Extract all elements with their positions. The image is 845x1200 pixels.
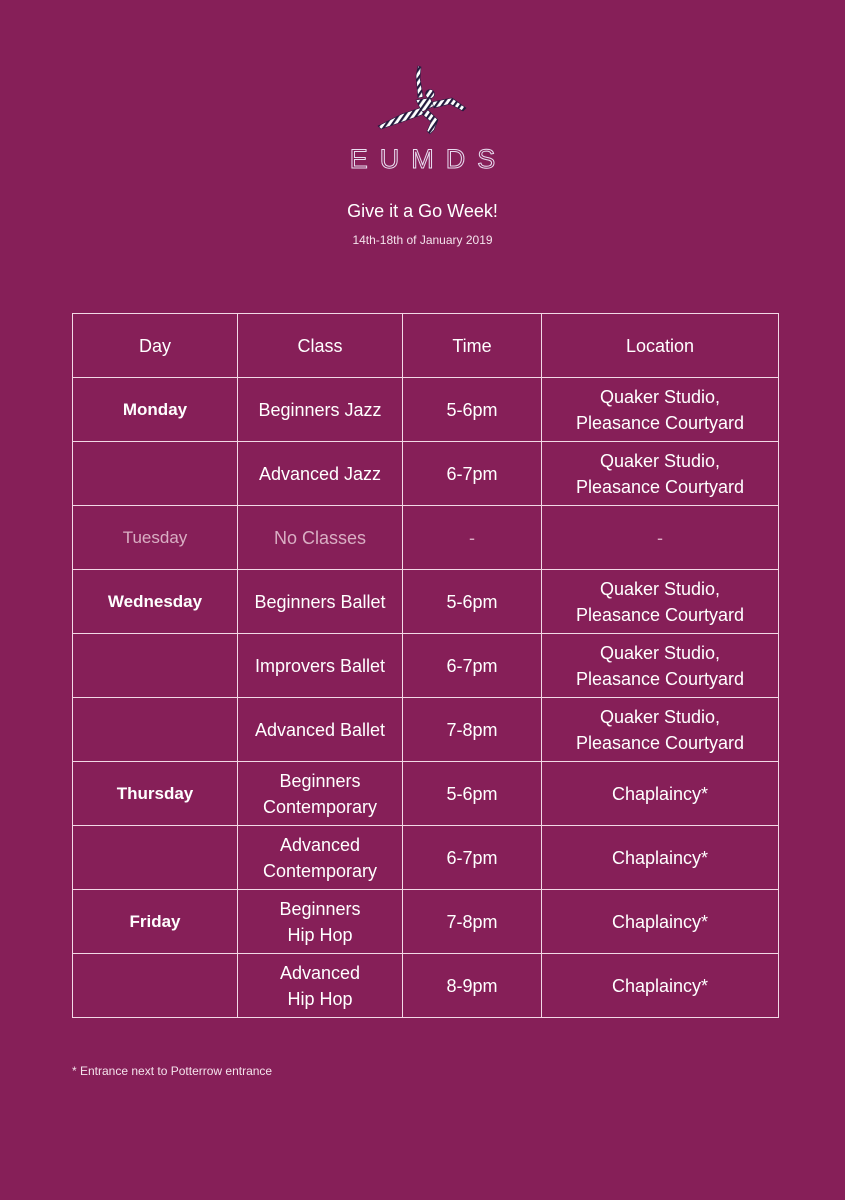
cell-time: 7-8pm: [403, 890, 542, 954]
cell-day: [73, 698, 238, 762]
table-row: [73, 442, 779, 506]
table-row: [73, 506, 779, 570]
cell-class: Beginners Ballet: [238, 570, 403, 634]
cell-class: No Classes: [238, 506, 403, 570]
cell-class: Beginners Contemporary: [238, 762, 403, 826]
cell-day: [73, 826, 238, 890]
brand-wordmark: EUMDS: [349, 144, 508, 174]
cell-day: Wednesday: [73, 570, 238, 634]
cell-class: Advanced Jazz: [238, 442, 403, 506]
table-row: [73, 762, 779, 826]
cell-time: 6-7pm: [403, 442, 542, 506]
cell-location: Quaker Studio, Pleasance Courtyard: [542, 378, 779, 442]
table-row: [73, 698, 779, 762]
cell-location: Quaker Studio, Pleasance Courtyard: [542, 698, 779, 762]
cell-time: 8-9pm: [403, 954, 542, 1018]
cell-time: 7-8pm: [403, 698, 542, 762]
cell-location: Quaker Studio, Pleasance Courtyard: [542, 570, 779, 634]
class-schedule-table: [72, 313, 779, 1018]
cell-time: 5-6pm: [403, 762, 542, 826]
table-row: [73, 570, 779, 634]
table-row: [73, 954, 779, 1018]
table-row: [73, 890, 779, 954]
cell-location: Chaplaincy*: [542, 890, 779, 954]
cell-day: Thursday: [73, 762, 238, 826]
footnote: * Entrance next to Potterrow entrance: [72, 1064, 273, 1078]
cell-time: 5-6pm: [403, 570, 542, 634]
table-row: [73, 634, 779, 698]
header-day: Day: [73, 314, 238, 378]
cell-day: [73, 634, 238, 698]
cell-day: [73, 954, 238, 1018]
cell-class: Improvers Ballet: [238, 634, 403, 698]
cell-class: Advanced Contemporary: [238, 826, 403, 890]
dancer-leap-icon: [372, 64, 472, 136]
event-dates: 14th-18th of January 2019: [352, 233, 493, 247]
table-row: [73, 826, 779, 890]
table-header-row: [73, 314, 779, 378]
cell-class: Beginners Hip Hop: [238, 890, 403, 954]
cell-time: 6-7pm: [403, 826, 542, 890]
page-title: Give it a Go Week!: [347, 201, 498, 221]
table-row: [73, 378, 779, 442]
header-class: Class: [238, 314, 403, 378]
cell-day: Friday: [73, 890, 238, 954]
cell-location: Chaplaincy*: [542, 762, 779, 826]
cell-location: -: [542, 506, 779, 570]
cell-class: Beginners Jazz: [238, 378, 403, 442]
cell-day: [73, 442, 238, 506]
cell-time: 6-7pm: [403, 634, 542, 698]
cell-time: -: [403, 506, 542, 570]
cell-location: Quaker Studio, Pleasance Courtyard: [542, 442, 779, 506]
cell-location: Chaplaincy*: [542, 826, 779, 890]
cell-location: Chaplaincy*: [542, 954, 779, 1018]
cell-class: Advanced Hip Hop: [238, 954, 403, 1018]
header-time: Time: [403, 314, 542, 378]
cell-class: Advanced Ballet: [238, 698, 403, 762]
cell-day: Tuesday: [73, 506, 238, 570]
cell-time: 5-6pm: [403, 378, 542, 442]
header-location: Location: [542, 314, 779, 378]
cell-location: Quaker Studio, Pleasance Courtyard: [542, 634, 779, 698]
cell-day: Monday: [73, 378, 238, 442]
